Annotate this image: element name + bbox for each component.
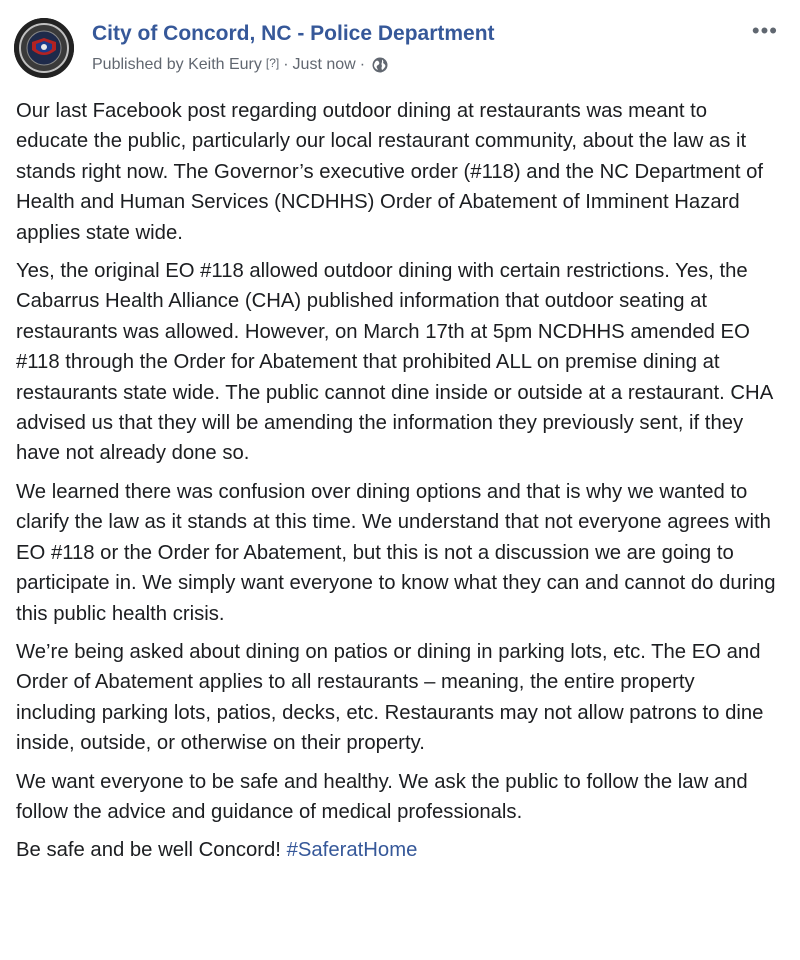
- post-closing: [16, 835, 780, 865]
- help-marker[interactable]: [?]: [265, 56, 280, 70]
- published-by[interactable]: Published by Keith Eury: [92, 56, 262, 73]
- post-paragraph: Our last Facebook post regarding outdoor dining at restaurants was meant to educate the public, particularly our local restaurant community, about the law as it stands right now. The Governor’s executive order (#118) and the NC Department of Health and Human Services (NCDHHS) Order of Abatement of Imminent Hazard applies state wide.: [16, 100, 764, 244]
- post-paragraph: We’re being asked about dining on patios or dining in parking lots, etc. The EO and Order of Abatement applies to all restaurants – meaning, the entire property including parking lots, patios, decks, etc. Restaurants may not allow patrons to dine inside, outside, or otherwise on their property.: [16, 640, 764, 755]
- more-options-icon[interactable]: •••: [751, 18, 778, 43]
- post-meta: [92, 56, 389, 74]
- post-paragraph: We want everyone to be safe and healthy. We ask the public to follow the law and follow the advice and guidance of medical professionals.: [16, 770, 748, 823]
- police-badge-icon: [14, 18, 74, 78]
- page-avatar[interactable]: [14, 18, 74, 78]
- globe-icon[interactable]: [371, 56, 389, 74]
- hashtag-link[interactable]: #SaferatHome: [286, 839, 418, 862]
- post-timestamp[interactable]: Just now: [292, 56, 356, 73]
- post-paragraph: We learned there was confusion over dining options and that is why we wanted to clarify the law as it stands at this time. We understand that not everyone agrees with EO #118 or the Order for Abatement, but this is not a discussion we are going to participate in. We simply want everyone to know what they can and cannot do during this public health crisis.: [16, 480, 776, 625]
- post-body: [16, 96, 780, 874]
- post-paragraph: Yes, the original EO #118 allowed outdoor dining with certain restrictions. Yes, the Cabarrus Health Alliance (CHA) published information that outdoor seating at restaurants was allowed. However, on March 17th at 5pm NCDHHS amended EO #118 through the Order for Abatement that prohibited ALL on premise dining at restaurants state wide. The public cannot dine inside or outside at a restaurant. CHA advised us that they will be amending the information they previously sent, if they have not already done so.: [16, 260, 773, 465]
- meta-separator-2: ·: [359, 56, 366, 73]
- meta-separator: ·: [283, 56, 289, 73]
- closing-text: Be safe and be well Concord!: [16, 839, 287, 862]
- post-header: [14, 16, 794, 86]
- page-name-link[interactable]: City of Concord, NC - Police Department: [92, 22, 495, 45]
